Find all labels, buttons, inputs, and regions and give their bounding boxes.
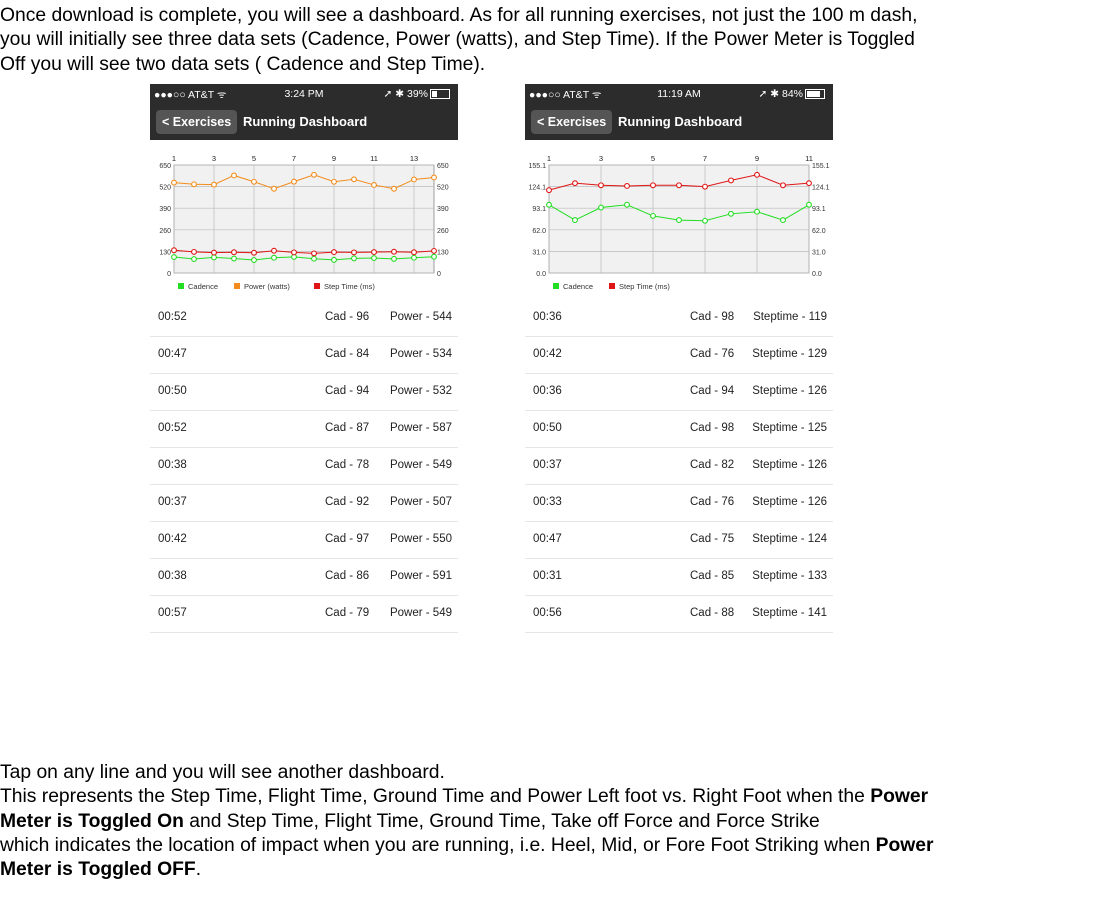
data-point (332, 250, 337, 255)
row-cadence: Cad - 86 (325, 570, 370, 582)
y-tick-label-left: 130 (159, 249, 171, 257)
data-point (432, 175, 437, 180)
screenshot-right (525, 84, 833, 624)
row-value: Power - 507 (389, 496, 452, 508)
row-time: 00:42 (158, 533, 187, 545)
status-right (759, 88, 825, 100)
data-point (292, 250, 297, 255)
y-tick-label-right: 62.0 (812, 227, 826, 235)
row-time: 00:37 (533, 459, 562, 471)
row-time: 00:37 (158, 496, 187, 508)
outro-line (0, 810, 1115, 834)
legend-label: Power (watts) (244, 282, 290, 291)
row-time: 00:50 (158, 385, 187, 397)
status-bar (150, 84, 458, 106)
data-point (332, 179, 337, 184)
row-value: Power - 591 (389, 570, 452, 582)
row-cadence: Cad - 92 (325, 496, 370, 508)
row-time: 00:36 (533, 385, 562, 397)
status-bar (525, 84, 833, 106)
data-point (372, 250, 377, 255)
row-time: 00:47 (158, 348, 187, 360)
row-cadence: Cad - 82 (690, 459, 735, 471)
data-point (272, 255, 277, 260)
list-item[interactable] (525, 596, 833, 633)
outro-text: . (195, 859, 202, 881)
x-tick-label: 7 (291, 154, 297, 163)
row-cadence: Cad - 97 (325, 533, 370, 545)
row-cadence: Cad - 76 (690, 496, 735, 508)
row-cadence: Cad - 79 (325, 607, 370, 619)
row-time: 00:52 (158, 311, 187, 323)
list-item[interactable] (525, 337, 833, 374)
outro-bold: Power (875, 834, 934, 856)
list-item[interactable] (150, 448, 458, 485)
row-time: 00:36 (533, 311, 562, 323)
list-item[interactable] (150, 522, 458, 559)
outro-bold: Meter is Toggled OFF (0, 859, 196, 881)
y-tick-label-left: 520 (159, 184, 171, 192)
row-value: Power - 544 (389, 311, 452, 323)
data-point (172, 255, 177, 260)
data-point (352, 256, 357, 261)
data-point (252, 179, 257, 184)
y-tick-label-right: 130 (437, 249, 449, 257)
legend-swatch (609, 283, 615, 289)
row-cadence: Cad - 98 (690, 422, 735, 434)
data-point (172, 180, 177, 185)
data-point (729, 211, 734, 216)
row-value: Steptime - 126 (752, 385, 827, 397)
data-point (232, 256, 237, 261)
list-item[interactable] (150, 485, 458, 522)
data-point (172, 248, 177, 253)
intro-line: you will initially see three data sets (Cadence, Power (watts), and Step Time). If the Power Meter is Toggled (0, 29, 915, 51)
y-tick-label-right: 390 (437, 206, 449, 214)
data-point (677, 183, 682, 188)
row-time: 00:38 (158, 570, 187, 582)
row-cadence: Cad - 76 (690, 348, 735, 360)
nav-bar (150, 106, 458, 140)
row-time: 00:33 (533, 496, 562, 508)
back-button[interactable]: < Exercises (156, 110, 237, 134)
data-point (703, 218, 708, 223)
list-item[interactable] (150, 300, 458, 337)
legend-label: Cadence (563, 282, 594, 291)
y-tick-label-left: 31.0 (532, 249, 546, 257)
row-value: Power - 549 (389, 607, 452, 619)
list-item[interactable] (150, 374, 458, 411)
data-point (352, 250, 357, 255)
nav-bar (525, 106, 833, 140)
y-tick-label-right: 31.0 (812, 249, 826, 257)
y-tick-label-right: 260 (437, 227, 449, 235)
x-tick-label: 11 (370, 154, 378, 163)
data-point (573, 218, 578, 223)
data-point (312, 251, 317, 256)
row-cadence: Cad - 88 (690, 607, 735, 619)
outro-line (0, 785, 1115, 809)
data-point (807, 181, 812, 186)
row-cadence: Cad - 94 (325, 385, 370, 397)
list-item[interactable] (525, 448, 833, 485)
y-tick-label-left: 260 (159, 227, 171, 235)
data-point (677, 218, 682, 223)
data-point (272, 248, 277, 253)
outro-text: which indicates the location of impact when you are running, i.e. Heel, Mid, or Fore Foot Striking when (0, 834, 876, 856)
list-item[interactable] (525, 485, 833, 522)
y-tick-label-left: 650 (159, 163, 171, 170)
outro-text: and Step Time, Flight Time, Ground Time, Take off Force and Force Strike (183, 810, 820, 832)
page-title: Running Dashboard (243, 114, 368, 129)
row-cadence: Cad - 75 (690, 533, 735, 545)
data-point (547, 202, 552, 207)
run-list (525, 300, 833, 633)
data-point (252, 258, 257, 263)
data-point (192, 257, 197, 262)
row-value: Steptime - 119 (753, 311, 827, 323)
data-point (352, 177, 357, 182)
row-cadence: Cad - 96 (325, 311, 370, 323)
data-point (392, 256, 397, 261)
y-tick-label-right: 93.1 (812, 206, 826, 214)
row-value: Steptime - 133 (752, 570, 827, 582)
y-tick-label-right: 0.0 (812, 271, 822, 278)
row-value: Steptime - 125 (752, 422, 827, 434)
status-right (384, 88, 450, 100)
data-point (412, 177, 417, 182)
data-point (192, 182, 197, 187)
data-point (212, 250, 217, 255)
row-value: Steptime - 141 (752, 607, 827, 619)
data-point (432, 249, 437, 254)
legend-swatch (234, 283, 240, 289)
data-point (807, 202, 812, 207)
x-tick-label: 9 (331, 154, 337, 163)
x-tick-label: 1 (171, 154, 177, 163)
x-tick-label: 7 (702, 154, 708, 163)
page-title: Running Dashboard (618, 114, 743, 129)
list-item[interactable] (525, 522, 833, 559)
row-value: Steptime - 129 (752, 348, 827, 360)
row-value: Steptime - 124 (752, 533, 827, 545)
data-point (252, 250, 257, 255)
y-tick-label-left: 0 (167, 271, 171, 278)
data-point (781, 218, 786, 223)
y-tick-label-right: 520 (437, 184, 449, 192)
row-time: 00:57 (158, 607, 187, 619)
battery-icon (805, 89, 825, 99)
data-point (755, 172, 760, 177)
y-tick-label-right: 155.1 (812, 163, 830, 170)
back-button[interactable]: < Exercises (531, 110, 612, 134)
data-point (332, 257, 337, 262)
data-point (232, 173, 237, 178)
row-value: Steptime - 126 (752, 459, 827, 471)
battery-percent: ➚ ✱ 84% (758, 88, 803, 100)
data-point (729, 178, 734, 183)
data-point (372, 183, 377, 188)
list-item[interactable] (525, 300, 833, 337)
row-time: 00:50 (533, 422, 562, 434)
x-tick-label: 3 (598, 154, 604, 163)
legend-swatch (178, 283, 184, 289)
y-tick-label-right: 124.1 (812, 184, 830, 192)
carrier-signal: ●●●○○ AT&T ᯤ (529, 89, 602, 101)
data-point (651, 183, 656, 188)
legend-label: Step Time (ms) (324, 282, 375, 291)
row-cadence: Cad - 84 (325, 348, 370, 360)
row-cadence: Cad - 78 (325, 459, 370, 471)
data-point (232, 250, 237, 255)
list-item[interactable] (150, 559, 458, 596)
data-point (212, 182, 217, 187)
row-time: 00:42 (533, 348, 562, 360)
data-point (651, 214, 656, 219)
data-point (755, 209, 760, 214)
outro-text: This represents the Step Time, Flight Time, Ground Time and Power Left foot vs. Right Foot when the (0, 786, 871, 808)
data-point (703, 184, 708, 189)
data-point (625, 184, 630, 189)
screenshot-left (150, 84, 458, 624)
data-point (192, 249, 197, 254)
x-tick-label: 5 (650, 154, 656, 163)
row-cadence: Cad - 98 (690, 311, 735, 323)
x-tick-label: 11 (805, 154, 813, 163)
list-item[interactable] (525, 411, 833, 448)
y-tick-label-left: 124.1 (528, 184, 546, 192)
y-tick-label-left: 390 (159, 206, 171, 214)
data-point (781, 183, 786, 188)
list-item[interactable] (525, 374, 833, 411)
intro-paragraph (0, 4, 1115, 77)
data-point (432, 254, 437, 259)
y-tick-label-right: 0 (437, 271, 441, 278)
row-value: Power - 534 (389, 348, 452, 360)
data-point (392, 249, 397, 254)
row-value: Power - 587 (389, 422, 452, 434)
data-point (547, 188, 552, 193)
row-cadence: Cad - 85 (690, 570, 735, 582)
intro-line: Off you will see two data sets ( Cadence and Step Time). (0, 53, 486, 75)
row-value: Power - 532 (389, 385, 452, 397)
list-item[interactable] (150, 596, 458, 633)
x-tick-label: 1 (546, 154, 552, 163)
row-value: Power - 550 (389, 533, 452, 545)
outro-line (0, 858, 1115, 882)
row-time: 00:56 (533, 607, 562, 619)
outro-bold: Power (870, 786, 929, 808)
data-point (392, 186, 397, 191)
data-point (312, 256, 317, 261)
status-time: 11:19 AM (657, 88, 701, 100)
row-cadence: Cad - 87 (325, 422, 370, 434)
outro-paragraph (0, 761, 1115, 882)
data-point (573, 181, 578, 186)
data-point (212, 255, 217, 260)
data-point (292, 179, 297, 184)
y-tick-label-left: 155.1 (528, 163, 546, 170)
battery-percent: ➚ ✱ 39% (383, 88, 428, 100)
x-tick-label: 3 (211, 154, 217, 163)
run-list (150, 300, 458, 633)
row-time: 00:38 (158, 459, 187, 471)
data-point (412, 250, 417, 255)
list-item[interactable] (150, 337, 458, 374)
y-tick-label-left: 93.1 (532, 206, 546, 214)
battery-icon (430, 89, 450, 99)
list-item[interactable] (525, 559, 833, 596)
data-point (599, 205, 604, 210)
carrier-signal: ●●●○○ AT&T ᯤ (154, 89, 227, 101)
x-tick-label: 13 (409, 154, 419, 163)
data-point (372, 256, 377, 261)
data-point (625, 202, 630, 207)
data-point (312, 172, 317, 177)
outro-line (0, 834, 1115, 858)
row-value: Power - 549 (389, 459, 452, 471)
legend-label: Step Time (ms) (619, 282, 670, 291)
x-tick-label: 5 (251, 154, 257, 163)
list-item[interactable] (150, 411, 458, 448)
outro-bold: Meter is Toggled On (0, 810, 184, 832)
data-point (272, 186, 277, 191)
row-time: 00:31 (533, 570, 562, 582)
legend-swatch (553, 283, 559, 289)
legend-swatch (314, 283, 320, 289)
y-tick-label-left: 0.0 (536, 271, 546, 278)
outro-line: Tap on any line and you will see another dashboard. (0, 762, 445, 783)
y-tick-label-left: 62.0 (532, 227, 546, 235)
chart-left (150, 140, 458, 300)
row-time: 00:52 (158, 422, 187, 434)
legend-label: Cadence (188, 282, 219, 291)
data-point (412, 255, 417, 260)
row-cadence: Cad - 94 (690, 385, 735, 397)
y-tick-label-right: 650 (437, 163, 449, 170)
status-time: 3:24 PM (284, 88, 324, 100)
row-value: Steptime - 126 (752, 496, 827, 508)
intro-line: Once download is complete, you will see a dashboard. As for all running exercises, not just the 100 m dash, (0, 5, 918, 26)
x-tick-label: 9 (754, 154, 760, 163)
row-time: 00:47 (533, 533, 562, 545)
chart-right (525, 140, 833, 300)
data-point (599, 183, 604, 188)
